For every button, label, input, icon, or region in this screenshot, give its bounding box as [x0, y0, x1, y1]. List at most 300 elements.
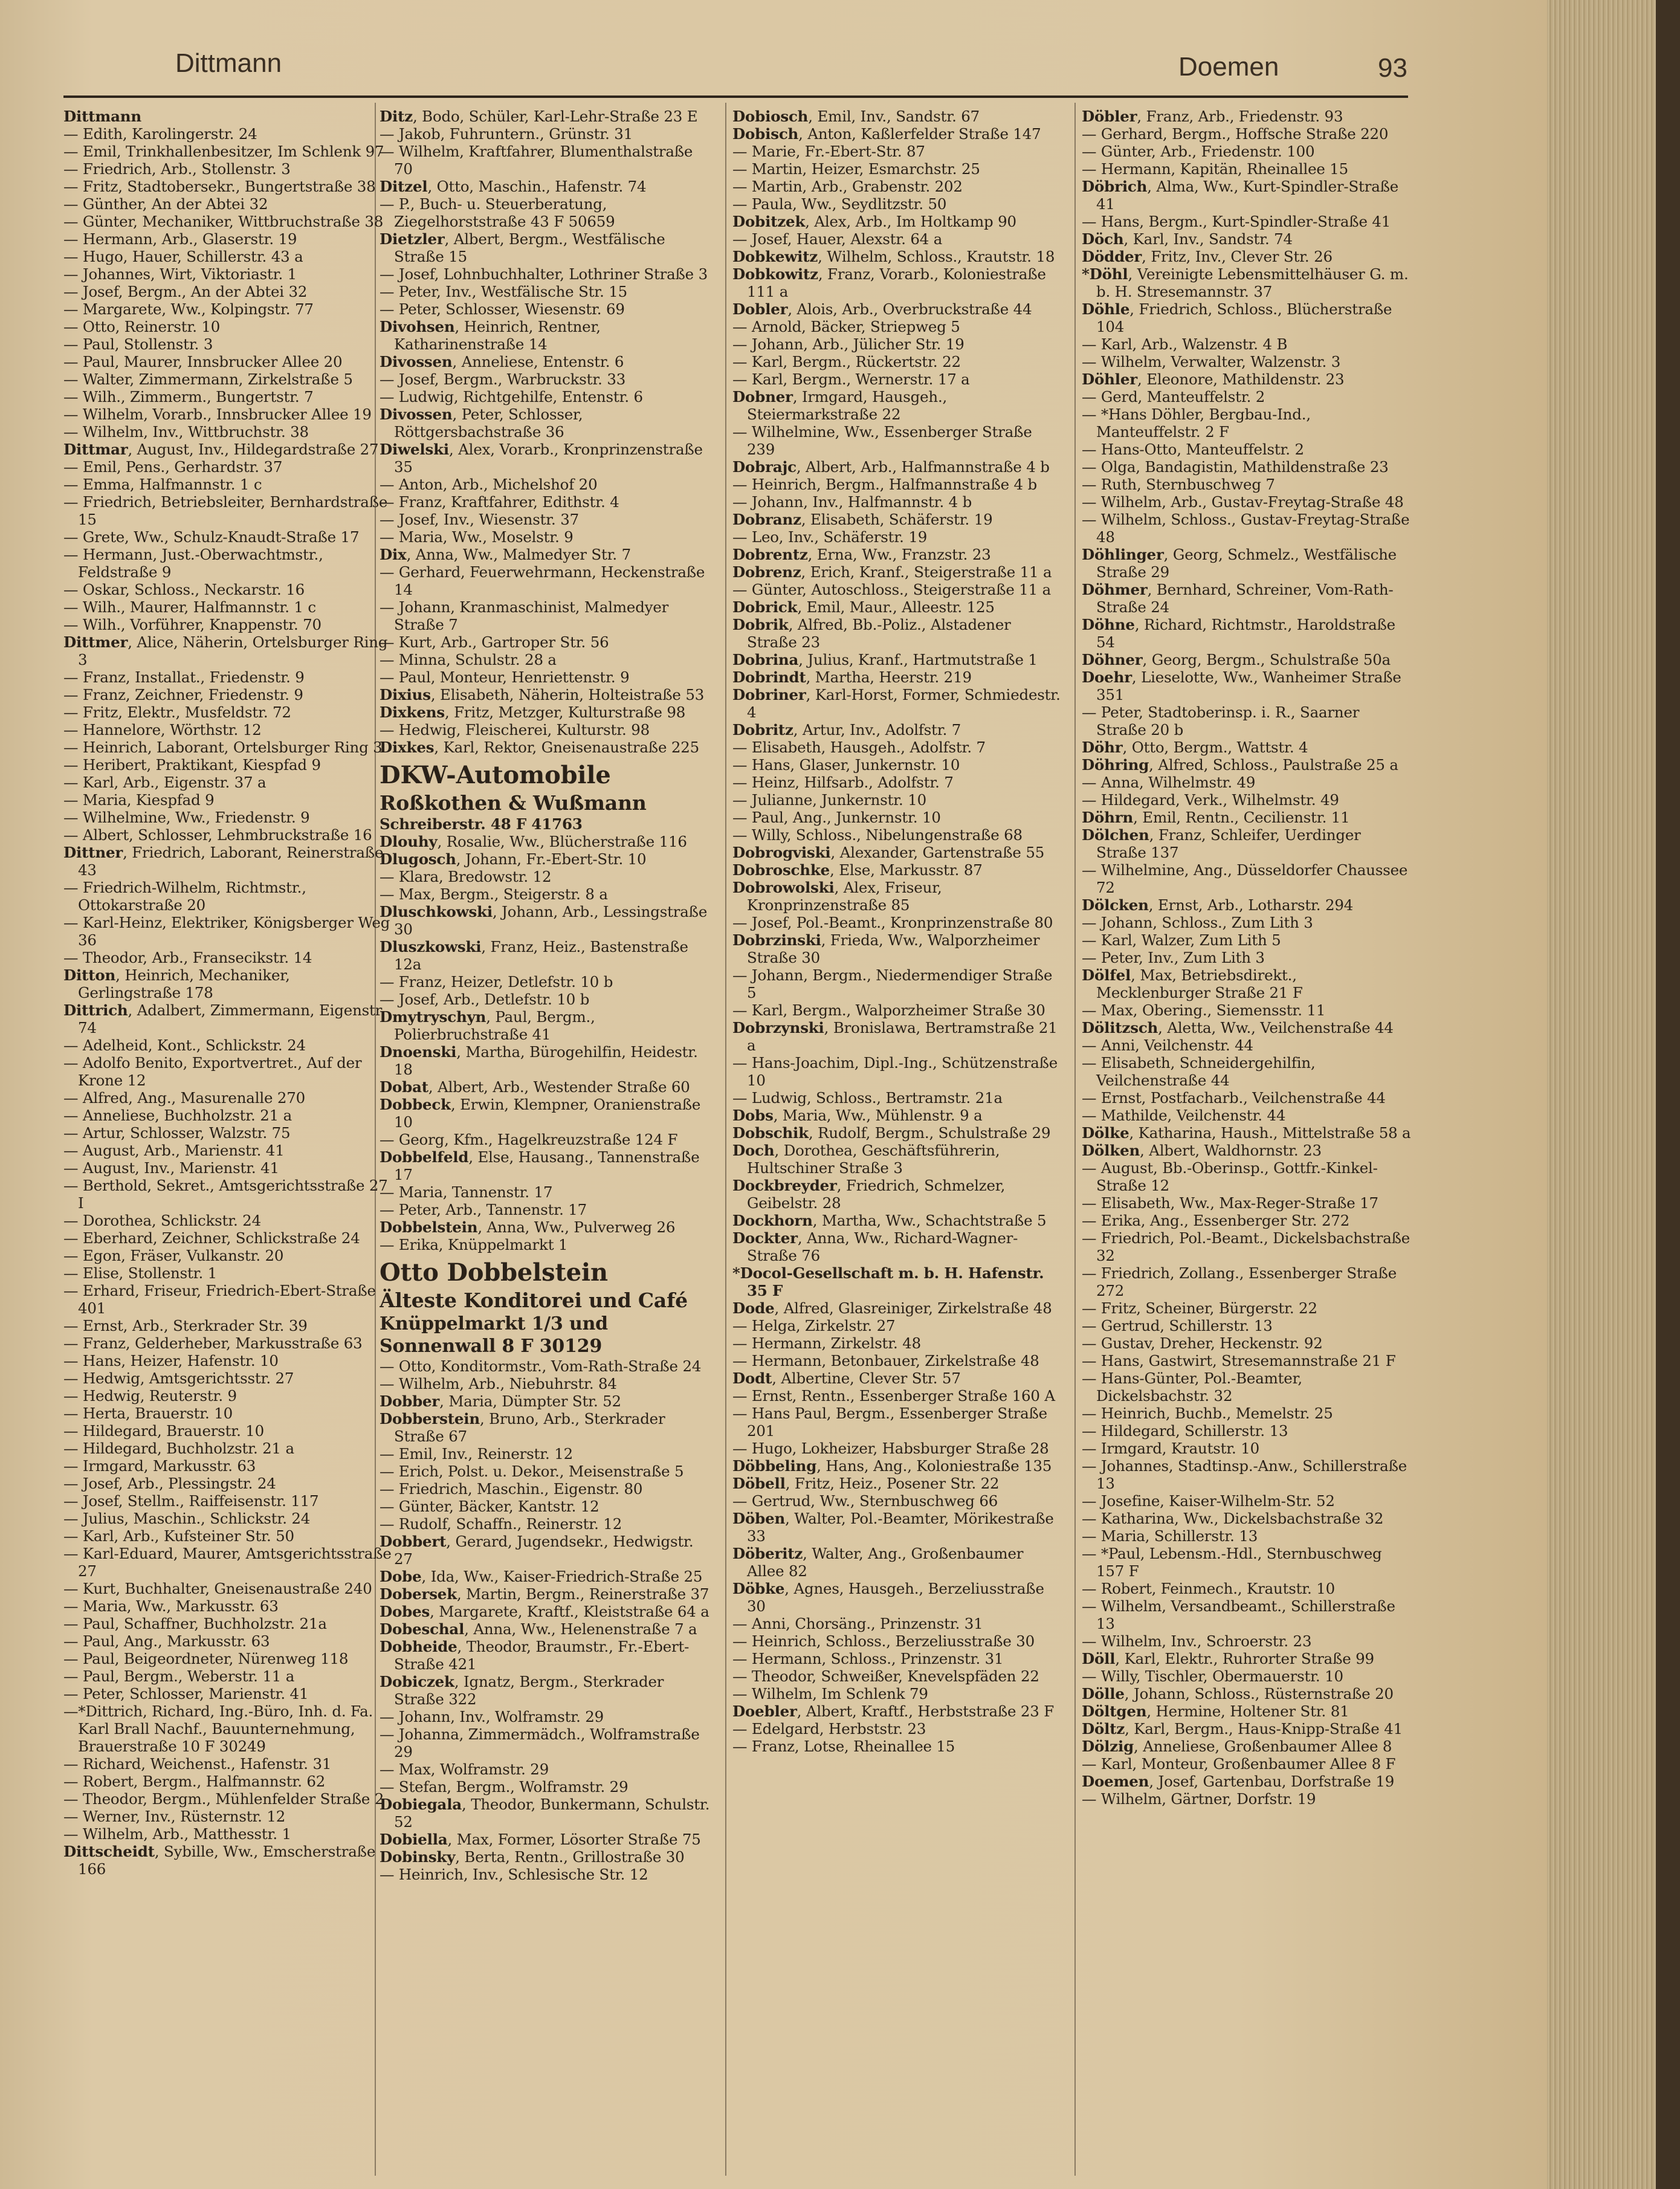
directory-entry: Döhner, Georg, Bergm., Schulstraße 50a — [1082, 651, 1391, 668]
directory-entry: Döbbeling, Hans, Ang., Koloniestraße 135 — [732, 1457, 1052, 1475]
directory-entry: — Gustav, Dreher, Heckenstr. 92 — [1082, 1334, 1323, 1352]
directory-entry: Dobs, Maria, Ww., Mühlenstr. 9 a — [732, 1107, 983, 1124]
directory-entry: — Heinrich, Bergm., Halfmannstraße 4 b — [732, 476, 1038, 493]
directory-entry: Dölitzsch, Aletta, Ww., Veilchenstraße 44 — [1082, 1019, 1394, 1036]
directory-entry: — Elisabeth, Ww., Max-Reger-Straße 17 — [1082, 1194, 1378, 1212]
directory-entry: — Günther, An der Abtei 32 — [63, 195, 268, 213]
entry-surname: Doehr — [1082, 668, 1132, 686]
directory-entry: — Josef, Bergm., Warbruckstr. 33 — [380, 370, 626, 388]
directory-entry: — Johanna, Zimmermädch., Wolframstraße 29 — [380, 1725, 700, 1761]
entry-surname: Doebler — [732, 1702, 797, 1720]
directory-entry: Dobitzek, Alex, Arb., Im Holtkamp 90 — [732, 213, 1016, 230]
directory-entry: — August, Inv., Marienstr. 41 — [63, 1159, 279, 1177]
directory-entry: — Wilhelmine, Ww., Friedenstr. 9 — [63, 809, 310, 826]
column-4 — [1082, 108, 1413, 2174]
entry-surname: Döltgen — [1082, 1702, 1147, 1720]
directory-entry: Dölken, Albert, Waldhornstr. 23 — [1082, 1142, 1322, 1159]
column-3 — [732, 108, 1064, 2174]
directory-entry: — Mathilde, Veilchenstr. 44 — [1082, 1107, 1286, 1124]
directory-entry: Dobber, Maria, Dümpter Str. 52 — [380, 1392, 621, 1410]
entry-surname: Dluszkowski — [380, 938, 482, 955]
entry-surname: Dittmann — [63, 108, 142, 125]
directory-entry: Dödder, Fritz, Inv., Clever Str. 26 — [1082, 248, 1333, 265]
directory-entry: — Friedrich-Wilhelm, Richtmstr., Ottokarstraße 20 — [63, 879, 306, 914]
directory-entry: — Hildegard, Brauerstr. 10 — [63, 1422, 265, 1440]
directory-entry: — Ludwig, Richtgehilfe, Entenstr. 6 — [380, 388, 643, 406]
entry-surname: Dixkens — [380, 703, 445, 721]
entry-surname: Dobersek — [380, 1585, 457, 1603]
directory-entry: Döltgen, Hermine, Holtener Str. 81 — [1082, 1702, 1349, 1720]
directory-entry: Dobbert, Gerard, Jugendsekr., Hedwigstr. 27 — [380, 1533, 694, 1568]
directory-entry: — Robert, Bergm., Halfmannstr. 62 — [63, 1773, 326, 1790]
entry-surname: Dobrenz — [732, 563, 801, 581]
directory-entry: Dobersek, Martin, Bergm., Reinerstraße 37 — [380, 1585, 709, 1603]
directory-entry: — August, Arb., Marienstr. 41 — [63, 1142, 285, 1159]
entry-surname: Dölitzsch — [1082, 1019, 1158, 1036]
directory-entry: Dölle, Johann, Schloss., Rüsternstraße 20 — [1082, 1685, 1394, 1702]
directory-entry: — Martin, Arb., Grabenstr. 202 — [732, 178, 963, 195]
directory-entry: — Adolfo Benito, Exportvertret., Auf der Krone 12 — [63, 1054, 362, 1089]
directory-entry: Dittrich, Adalbert, Zimmermann, Eigenstr. 74 — [63, 1001, 386, 1036]
directory-entry: Divossen, Peter, Schlosser, Röttgersbachstraße 36 — [380, 406, 583, 441]
entry-surname: Dix — [380, 546, 407, 563]
entry-surname: Dobrina — [732, 651, 799, 668]
directory-entry: — Maria, Schillerstr. 13 — [1082, 1527, 1258, 1545]
directory-entry: — Theodor, Arb., Fransecikstr. 14 — [63, 949, 312, 966]
directory-entry: Döhler, Eleonore, Mathildenstr. 23 — [1082, 370, 1345, 388]
directory-entry: Dobberstein, Bruno, Arb., Sterkrader Straße 67 — [380, 1410, 665, 1445]
entry-surname: Dobeschal — [380, 1620, 465, 1638]
directory-entry: — Hermann, Betonbauer, Zirkelstraße 48 — [732, 1352, 1039, 1369]
directory-entry: Dobkewitz, Wilhelm, Schloss., Krautstr. 18 — [732, 248, 1055, 265]
directory-entry: — P., Buch- u. Steuerberatung, Ziegelhorststraße 43 F 50659 — [380, 195, 615, 230]
entry-surname: Dixkes — [380, 739, 435, 756]
entry-surname: Dobat — [380, 1078, 428, 1096]
directory-entry: — Karl, Walzer, Zum Lith 5 — [1082, 931, 1281, 949]
entry-surname: Döhner — [1082, 651, 1143, 668]
directory-entry: Dobritz, Artur, Inv., Adolfstr. 7 — [732, 721, 961, 739]
directory-entry: — Friedrich, Pol.-Beamt., Dickelsbachstraße 32 — [1082, 1229, 1410, 1264]
directory-entry: — Kurt, Arb., Gartroper Str. 56 — [380, 633, 609, 651]
directory-entry: — Wilhelm, Kraftfahrer, Blumenthalstraße 70 — [380, 143, 693, 178]
directory-entry: — Wilhelm, Inv., Schroerstr. 23 — [1082, 1632, 1312, 1650]
directory-entry: — Heinrich, Inv., Schlesische Str. 12 — [380, 1866, 648, 1883]
entry-surname: Döhring — [1082, 756, 1149, 774]
directory-entry: — Irmgard, Krautstr. 10 — [1082, 1440, 1260, 1457]
directory-entry: — Josef, Arb., Detlefstr. 10 b — [380, 991, 590, 1008]
directory-entry: Dobiczek, Ignatz, Bergm., Sterkrader Straße 322 — [380, 1673, 664, 1708]
directory-entry: Dnoenski, Martha, Bürogehilfin, Heidestr. 18 — [380, 1043, 698, 1078]
entry-surname: Dobes — [380, 1603, 430, 1620]
header-rule — [63, 95, 1408, 98]
directory-entry: — Emil, Inv., Reinerstr. 12 — [380, 1445, 573, 1463]
directory-entry: Dmytryschyn, Paul, Bergm., Polierbruchstraße 41 — [380, 1008, 595, 1043]
directory-entry: — Franz, Heizer, Detlefstr. 10 b — [380, 973, 613, 991]
directory-entry: — Wilh., Vorführer, Knappenstr. 70 — [63, 616, 321, 633]
directory-entry: — Julianne, Junkernstr. 10 — [732, 791, 927, 809]
entry-surname: Dittrich — [63, 1001, 128, 1019]
directory-entry: Dobe, Ida, Ww., Kaiser-Friedrich-Straße 25 — [380, 1568, 703, 1585]
directory-entry: — Friedrich, Zollang., Essenberger Straße 272 — [1082, 1264, 1397, 1299]
entry-surname: Divohsen — [380, 318, 455, 335]
advert-subtitle: Älteste Konditorei und Café — [380, 1289, 688, 1312]
entry-surname: Dlouhy — [380, 833, 438, 850]
directory-entry: — Wilhelm, Arb., Gustav-Freytag-Straße 48 — [1082, 493, 1404, 511]
entry-surname: Dobrzynski — [732, 1019, 824, 1036]
directory-entry: Dobrenz, Erich, Kranf., Steigerstraße 11 a — [732, 563, 1052, 581]
entry-surname: Dode — [732, 1299, 775, 1317]
entry-surname: Dobrajc — [732, 458, 796, 476]
directory-entry: — Jakob, Fuhruntern., Grünstr. 31 — [380, 125, 633, 143]
directory-entry: — Hildegard, Buchholzstr. 21 a — [63, 1440, 294, 1457]
directory-entry: Dölzig, Anneliese, Großenbaumer Allee 8 — [1082, 1738, 1392, 1755]
directory-entry: Dobrindt, Martha, Heerstr. 219 — [732, 668, 972, 686]
directory-entry: — Stefan, Bergm., Wolframstr. 29 — [380, 1778, 628, 1796]
directory-entry: — Hermann, Schloss., Prinzenstr. 31 — [732, 1650, 1004, 1667]
entry-surname: Schreiberstr. 48 F 41763 — [380, 815, 583, 833]
entry-surname: Dlugosch — [380, 850, 456, 868]
directory-entry: — Otto, Konditormstr., Vom-Rath-Straße 24 — [380, 1357, 702, 1375]
directory-entry: Dix, Anna, Ww., Malmedyer Str. 7 — [380, 546, 631, 563]
entry-surname: Döhmer — [1082, 581, 1148, 598]
entry-surname: Dobrzinski — [732, 931, 821, 949]
directory-entry: — Theodor, Bergm., Mühlenfelder Straße 2 — [63, 1790, 384, 1808]
directory-entry: — Julius, Maschin., Schlickstr. 24 — [63, 1510, 311, 1527]
directory-entry: — Günter, Autoschloss., Steigerstraße 11 a — [732, 581, 1052, 598]
directory-entry: —*Dittrich, Richard, Ing.-Büro, Inh. d. Fa. Karl Brall Nachf., Bauunternehmung, Brauerstraße 10 F 30249 — [63, 1702, 373, 1755]
directory-entry: — Elisabeth, Schneidergehilfin, Veilchenstraße 44 — [1082, 1054, 1316, 1089]
directory-entry: Dodt, Albertine, Clever Str. 57 — [732, 1369, 961, 1387]
advert-title: DKW-Automobile — [380, 761, 611, 789]
directory-entry: Döhlinger, Georg, Schmelz., Westfälische Straße 29 — [1082, 546, 1397, 581]
directory-entry: — Emil, Pens., Gerhardstr. 37 — [63, 458, 283, 476]
entry-surname: Dobinsky — [380, 1848, 456, 1866]
entry-surname: Dobbeck — [380, 1096, 451, 1113]
directory-entry: Dobner, Irmgard, Hausgeh., Steiermarkstraße 22 — [732, 388, 948, 423]
column-1 — [63, 108, 395, 2174]
directory-entry: — Josef, Stellm., Raiffeisenstr. 117 — [63, 1492, 319, 1510]
directory-entry: — Johann, Kranmaschinist, Malmedyer Straße 7 — [380, 598, 669, 633]
entry-surname: Dobrentz — [732, 546, 808, 563]
directory-entry: Döhmer, Bernhard, Schreiner, Vom-Rath-Straße 24 — [1082, 581, 1394, 616]
directory-entry: Dietzler, Albert, Bergm., Westfälische Straße 15 — [380, 230, 665, 265]
directory-entry: — Georg, Kfm., Hagelkreuzstraße 124 F — [380, 1131, 678, 1148]
directory-entry: — Karl, Arb., Walzenstr. 4 B — [1082, 335, 1288, 353]
directory-entry: — Herta, Brauerstr. 10 — [63, 1405, 233, 1422]
entry-surname: Dobbert — [380, 1533, 447, 1550]
entry-surname: Dittmer — [63, 633, 128, 651]
directory-entry: — Wilhelm, Versandbeamt., Schillerstraße 13 — [1082, 1597, 1395, 1632]
directory-entry: — Grete, Ww., Schulz-Knaudt-Straße 17 — [63, 528, 360, 546]
advert-line: Knüppelmarkt 1/3 und Sonnenwall 8 F 30129 — [380, 1313, 608, 1357]
directory-entry: — Wilhelm, Verwalter, Walzenstr. 3 — [1082, 353, 1341, 370]
directory-entry: Dobkowitz, Franz, Vorarb., Koloniestraße 111 a — [732, 265, 1046, 300]
directory-entry: — Dorothea, Schlickstr. 24 — [63, 1212, 261, 1229]
entry-surname: Dobiczek — [380, 1673, 454, 1690]
directory-entry: — Klara, Bredowstr. 12 — [380, 868, 552, 885]
directory-entry: Döbke, Agnes, Hausgeh., Berzeliusstraße 30 — [732, 1580, 1044, 1615]
directory-entry: Dluszkowski, Franz, Heiz., Bastenstraße 12a — [380, 938, 688, 973]
directory-entry: Döbler, Franz, Arb., Friedenstr. 93 — [1082, 108, 1343, 125]
directory-entry: — Maria, Kiespfad 9 — [63, 791, 215, 809]
directory-entry: — Wilhelm, Vorarb., Innsbrucker Allee 19 — [63, 406, 372, 423]
directory-entry: Döbell, Fritz, Heiz., Posener Str. 22 — [732, 1475, 1000, 1492]
directory-entry: — Otto, Reinerstr. 10 — [63, 318, 221, 335]
directory-entry: — Rudolf, Schaffn., Reinerstr. 12 — [380, 1515, 622, 1533]
entry-surname: Dobrik — [732, 616, 789, 633]
entry-surname: Dobrowolski — [732, 879, 835, 896]
header-first-name: Dittmann — [175, 48, 282, 78]
directory-entry: — Adelheid, Kont., Schlickstr. 24 — [63, 1036, 306, 1054]
directory-entry: — Franz, Lotse, Rheinallee 15 — [732, 1738, 955, 1755]
directory-entry: — Johann, Arb., Jülicher Str. 19 — [732, 335, 964, 353]
directory-entry: — August, Bb.-Oberinsp., Gottfr.-Kinkel-Straße 12 — [1082, 1159, 1378, 1194]
directory-entry: — Max, Wolframstr. 29 — [380, 1761, 549, 1778]
directory-entry: — Theodor, Schweißer, Knevelspfäden 22 — [732, 1667, 1039, 1685]
directory-entry: — Franz, Kraftfahrer, Edithstr. 4 — [380, 493, 619, 511]
entry-surname: Ditz — [380, 108, 413, 125]
entry-surname: Divossen — [380, 406, 453, 423]
entry-surname: Dittmar — [63, 441, 128, 458]
directory-entry: — Paul, Maurer, Innsbrucker Allee 20 — [63, 353, 343, 370]
entry-surname: Dobner — [732, 388, 793, 406]
entry-surname: Ditton — [63, 966, 116, 984]
directory-entry: — Willy, Tischler, Obermauerstr. 10 — [1082, 1667, 1343, 1685]
directory-entry: — Fritz, Elektr., Musfeldstr. 72 — [63, 703, 291, 721]
entry-surname: *Docol-Gesellschaft m. b. H. Hafenstr. 35 F — [732, 1264, 1044, 1299]
entry-surname: Dölchen — [1082, 826, 1149, 844]
entry-surname: Dobiella — [380, 1831, 448, 1848]
directory-entry: Dölcken, Ernst, Arb., Lotharstr. 294 — [1082, 896, 1354, 914]
directory-entry: — Hildegard, Schillerstr. 13 — [1082, 1422, 1288, 1440]
entry-surname: Dölfel — [1082, 966, 1131, 984]
entry-surname: Dobberstein — [380, 1410, 480, 1428]
directory-entry: — Peter, Schlosser, Wiesenstr. 69 — [380, 300, 625, 318]
directory-entry: Doch, Dorothea, Geschäftsführerin, Hultschiner Straße 3 — [732, 1142, 1000, 1177]
directory-entry: — Wilh., Zimmerm., Bungertstr. 7 — [63, 388, 314, 406]
directory-entry: — Hans, Glaser, Junkernstr. 10 — [732, 756, 960, 774]
directory-entry: — Emma, Halfmannstr. 1 c — [63, 476, 262, 493]
directory-entry: — Karl, Arb., Kufsteiner Str. 50 — [63, 1527, 294, 1545]
directory-entry: — Oskar, Schloss., Neckarstr. 16 — [63, 581, 305, 598]
directory-entry: — Peter, Inv., Westfälische Str. 15 — [380, 283, 628, 300]
directory-entry: — Hugo, Lokheizer, Habsburger Straße 28 — [732, 1440, 1049, 1457]
directory-entry: — Irmgard, Markusstr. 63 — [63, 1457, 256, 1475]
directory-entry: Ditz, Bodo, Schüler, Karl-Lehr-Straße 23 E — [380, 108, 698, 125]
directory-entry: — Leo, Inv., Schäferstr. 19 — [732, 528, 928, 546]
directory-entry: — Karl, Bergm., Walporzheimer Straße 30 — [732, 1001, 1045, 1019]
directory-entry: — Marie, Fr.-Ebert-Str. 87 — [732, 143, 925, 160]
directory-entry: — Paul, Monteur, Henriettenstr. 9 — [380, 668, 630, 686]
directory-entry: — Anton, Arb., Michelshof 20 — [380, 476, 598, 493]
directory-entry: — Max, Obering., Siemensstr. 11 — [1082, 1001, 1326, 1019]
entry-surname: Ditzel — [380, 178, 428, 195]
directory-entry: Döhne, Richard, Richtmstr., Haroldstraße 54 — [1082, 616, 1395, 651]
directory-entry: Dobes, Margarete, Kraftf., Kleiststraße 64 a — [380, 1603, 709, 1620]
entry-surname: Dobrick — [732, 598, 798, 616]
directory-entry: — Johann, Schloss., Zum Lith 3 — [1082, 914, 1313, 931]
directory-entry: Dockter, Anna, Ww., Richard-Wagner-Straße 76 — [732, 1229, 1018, 1264]
directory-entry: — Josefine, Kaiser-Wilhelm-Str. 52 — [1082, 1492, 1335, 1510]
directory-entry: — Josef, Hauer, Alexstr. 64 a — [732, 230, 943, 248]
entry-surname: Dockter — [732, 1229, 798, 1247]
directory-entry: — Elise, Stollenstr. 1 — [63, 1264, 218, 1282]
directory-entry: Dobbelfeld, Else, Hausang., Tannenstraße 17 — [380, 1148, 700, 1183]
directory-entry: — Berthold, Sekret., Amtsgerichtsstraße 27 I — [63, 1177, 388, 1212]
column-2 — [380, 108, 711, 2174]
directory-entry: Doehr, Lieselotte, Ww., Wanheimer Straße 351 — [1082, 668, 1401, 703]
page-header — [0, 42, 1408, 97]
directory-entry: — Hannelore, Wörthstr. 12 — [63, 721, 262, 739]
directory-entry: Döhrn, Emil, Rentn., Cecilienstr. 11 — [1082, 809, 1350, 826]
directory-entry: — Hedwig, Reuterstr. 9 — [63, 1387, 237, 1405]
directory-entry: Dobisch, Anton, Kaßlerfelder Straße 147 — [732, 125, 1041, 143]
directory-entry: Dobeschal, Anna, Ww., Helenenstraße 7 a — [380, 1620, 697, 1638]
entry-surname: Doch — [732, 1142, 775, 1159]
directory-entry: Dockhorn, Martha, Ww., Schachtstraße 5 — [732, 1212, 1047, 1229]
directory-entry: Döbrich, Alma, Ww., Kurt-Spindler-Straße 41 — [1082, 178, 1399, 213]
entry-surname: Dockhorn — [732, 1212, 813, 1229]
directory-entry: — Josef, Bergm., An der Abtei 32 — [63, 283, 308, 300]
advert-subtitle: Roßkothen & Wußmann — [380, 791, 647, 815]
entry-surname: Dietzler — [380, 230, 445, 248]
directory-entry: — Paul, Ang., Markusstr. 63 — [63, 1632, 270, 1650]
directory-entry: — Paul, Bergm., Weberstr. 11 a — [63, 1667, 295, 1685]
directory-entry: Döhr, Otto, Bergm., Wattstr. 4 — [1082, 739, 1308, 756]
entry-surname: Dölle — [1082, 1685, 1125, 1702]
directory-entry: — Heinrich, Laborant, Ortelsburger Ring 3 — [63, 739, 383, 756]
directory-entry: — Maria, Ww., Markusstr. 63 — [63, 1597, 279, 1615]
directory-entry: Dobschik, Rudolf, Bergm., Schulstraße 29 — [732, 1124, 1051, 1142]
directory-entry: — Johann, Inv., Wolframstr. 29 — [380, 1708, 604, 1725]
directory-entry: — Anna, Wilhelmstr. 49 — [1082, 774, 1256, 791]
directory-entry: — Johannes, Wirt, Viktoriastr. 1 — [63, 265, 297, 283]
entry-surname: Dölke — [1082, 1124, 1129, 1142]
directory-entry: — Hans, Gastwirt, Stresemannstraße 21 F — [1082, 1352, 1396, 1369]
directory-entry: — Karl, Bergm., Wernerstr. 17 a — [732, 370, 970, 388]
entry-surname: Döberitz — [732, 1545, 803, 1562]
directory-entry: Dobinsky, Berta, Rentn., Grillostraße 30 — [380, 1848, 685, 1866]
directory-entry: Dixius, Elisabeth, Näherin, Holteistraße 53 — [380, 686, 705, 703]
directory-entry: — Fritz, Stadtobersekr., Bungertstraße 38 — [63, 178, 376, 195]
directory-entry: Dobrowolski, Alex, Friseur, Kronprinzenstraße 85 — [732, 879, 942, 914]
directory-entry: Dobrajc, Albert, Arb., Halfmannstraße 4 b — [732, 458, 1050, 476]
entry-surname: Döhr — [1082, 739, 1123, 756]
entry-surname: Dobkewitz — [732, 248, 818, 265]
directory-entry: — Ernst, Rentn., Essenberger Straße 160 A — [732, 1387, 1055, 1405]
directory-entry: — Hans-Otto, Manteuffelstr. 2 — [1082, 441, 1304, 458]
directory-entry: Dockbreyder, Friedrich, Schmelzer, Geibelstr. 28 — [732, 1177, 1006, 1212]
directory-entry: — Erika, Knüppelmarkt 1 — [380, 1236, 568, 1253]
entry-surname: *Döhl — [1082, 265, 1128, 283]
directory-entry: Doemen, Josef, Gartenbau, Dorfstraße 19 — [1082, 1773, 1395, 1790]
entry-surname: Divossen — [380, 353, 453, 370]
directory-entry: — Max, Bergm., Steigerstr. 8 a — [380, 885, 608, 903]
directory-entry: Dlouhy, Rosalie, Ww., Blücherstraße 116 — [380, 833, 687, 850]
entry-surname: Dodt — [732, 1369, 772, 1387]
directory-entry: — Günter, Arb., Friedenstr. 100 — [1082, 143, 1315, 160]
directory-entry: — Walter, Zimmermann, Zirkelstraße 5 — [63, 370, 353, 388]
directory-entry: Dobrentz, Erna, Ww., Franzstr. 23 — [732, 546, 991, 563]
directory-entry: — Wilhelm, Gärtner, Dorfstr. 19 — [1082, 1790, 1316, 1808]
entry-surname: Dobitzek — [732, 213, 806, 230]
directory-entry: — Heribert, Praktikant, Kiespfad 9 — [63, 756, 321, 774]
directory-entry: — Josef, Inv., Wiesenstr. 37 — [380, 511, 579, 528]
directory-entry: *Döhl, Vereinigte Lebensmittelhäuser G. m. b. H. Stresemannstr. 37 — [1082, 265, 1409, 300]
entry-surname: Dmytryschyn — [380, 1008, 486, 1026]
directory-entry: — Wilhelm, Schloss., Gustav-Freytag-Straße 48 — [1082, 511, 1410, 546]
directory-entry: — Günter, Bäcker, Kantstr. 12 — [380, 1498, 599, 1515]
entry-surname: Döltz — [1082, 1720, 1125, 1738]
entry-surname: Döhne — [1082, 616, 1135, 633]
directory-entry: — Gerd, Manteuffelstr. 2 — [1082, 388, 1265, 406]
directory-entry: — Egon, Fräser, Vulkanstr. 20 — [63, 1247, 284, 1264]
directory-entry: Dobrina, Julius, Kranf., Hartmutstraße 1 — [732, 651, 1038, 668]
directory-entry: — Franz, Gelderheber, Markusstraße 63 — [63, 1334, 363, 1352]
directory-entry: Dobiosch, Emil, Inv., Sandstr. 67 — [732, 108, 980, 125]
directory-entry: — *Hans Döhler, Bergbau-Ind., Manteuffelstr. 2 F — [1082, 406, 1311, 441]
directory-entry: — Arnold, Bäcker, Striepweg 5 — [732, 318, 960, 335]
directory-entry: — Günter, Mechaniker, Wittbruchstraße 38 — [63, 213, 384, 230]
directory-entry: — Karl, Monteur, Großenbaumer Allee 8 F — [1082, 1755, 1396, 1773]
directory-entry — [732, 1264, 1064, 1299]
directory-entry: — Wilhelm, Im Schlenk 79 — [732, 1685, 928, 1702]
directory-entry: — Ruth, Sternbuschweg 7 — [1082, 476, 1275, 493]
entry-surname: Dobschik — [732, 1124, 809, 1142]
directory-entry: — Wilhelmine, Ang., Düsseldorfer Chaussee 72 — [1082, 861, 1408, 896]
entry-surname: Dobrindt — [732, 668, 806, 686]
directory-entry: — Artur, Schlosser, Walzstr. 75 — [63, 1124, 291, 1142]
entry-surname: Döbrich — [1082, 178, 1148, 195]
directory-entry: — Karl, Arb., Eigenstr. 37 a — [63, 774, 267, 791]
entry-surname: Dödder — [1082, 248, 1142, 265]
directory-entry: — Peter, Inv., Zum Lith 3 — [1082, 949, 1265, 966]
entry-surname: Dobisch — [732, 125, 799, 143]
directory-entry: Dobiella, Max, Former, Lösorter Straße 75 — [380, 1831, 701, 1848]
directory-entry: — Emil, Trinkhallenbesitzer, Im Schlenk 97 — [63, 143, 384, 160]
directory-entry: — Wilhelm, Arb., Niebuhrstr. 84 — [380, 1375, 617, 1392]
directory-entry — [380, 815, 711, 833]
directory-entry: — Hermann, Just.-Oberwachtmstr., Feldstraße 9 — [63, 546, 323, 581]
directory-entry: — Wilhelmine, Ww., Essenberger Straße 239 — [732, 423, 1032, 458]
directory-entry: — Robert, Feinmech., Krautstr. 10 — [1082, 1580, 1336, 1597]
entry-surname: Dobiegala — [380, 1796, 462, 1813]
directory-entry: Döben, Walter, Pol.-Beamter, Mörikestraße 33 — [732, 1510, 1054, 1545]
directory-entry: Dobheide, Theodor, Braumstr., Fr.-Ebert-Straße 421 — [380, 1638, 690, 1673]
directory-entry: Dobrzynski, Bronislawa, Bertramstraße 21 a — [732, 1019, 1058, 1054]
directory-entry: Divohsen, Heinrich, Rentner, Katharinenstraße 14 — [380, 318, 601, 353]
entry-surname: Döhle — [1082, 300, 1130, 318]
directory-entry: — Hans-Günter, Pol.-Beamter, Dickelsbachstr. 32 — [1082, 1369, 1302, 1405]
entry-surname: Dobs — [732, 1107, 774, 1124]
entry-surname: Döbbeling — [732, 1457, 817, 1475]
directory-entry: — Paul, Beigeordneter, Nürenweg 118 — [63, 1650, 349, 1667]
directory-entry: — Friedrich, Maschin., Eigenstr. 80 — [380, 1480, 643, 1498]
directory-entry: Dobiegala, Theodor, Bunkermann, Schulstr. 52 — [380, 1796, 710, 1831]
directory-entry: — Johann, Bergm., Niedermendiger Straße 5 — [732, 966, 1053, 1001]
directory-entry: Döltz, Karl, Bergm., Haus-Knipp-Straße 41 — [1082, 1720, 1403, 1738]
directory-entry: Dixkens, Fritz, Metzger, Kulturstraße 98 — [380, 703, 686, 721]
directory-entry: — Josef, Lohnbuchhalter, Lothriner Straße 3 — [380, 265, 708, 283]
directory-entry: Dölchen, Franz, Schleifer, Uerdinger Straße 137 — [1082, 826, 1361, 861]
column-divider — [1074, 103, 1076, 2176]
entry-surname: Döch — [1082, 230, 1124, 248]
entry-surname: Dobe — [380, 1568, 422, 1585]
directory-entry: — Anni, Veilchenstr. 44 — [1082, 1036, 1253, 1054]
directory-entry: — Hans Paul, Bergm., Essenberger Straße 201 — [732, 1405, 1047, 1440]
entry-surname: Dölzig — [1082, 1738, 1134, 1755]
entry-surname: Dölcken — [1082, 896, 1149, 914]
